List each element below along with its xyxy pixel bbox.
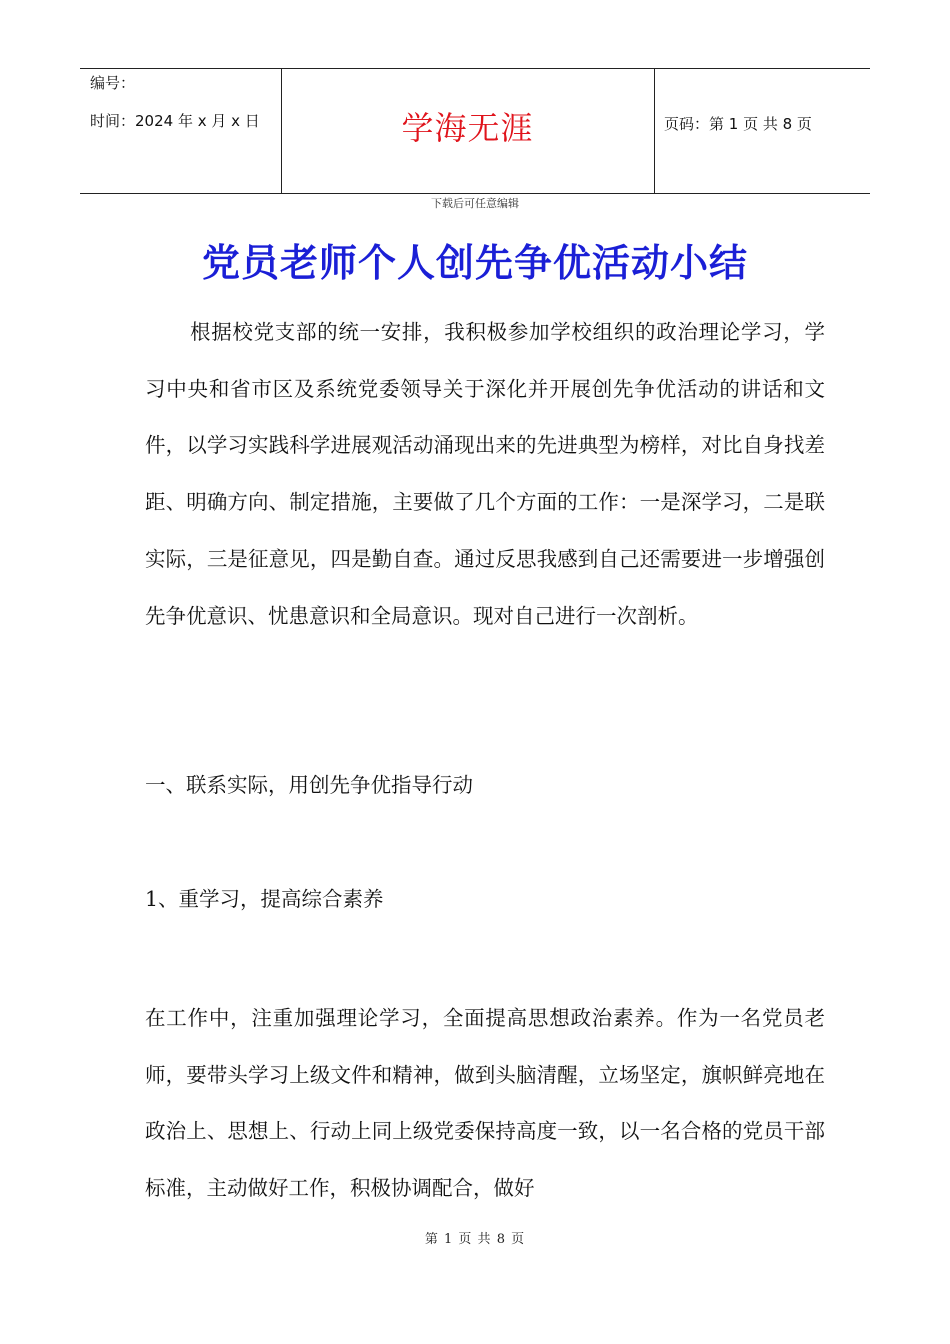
page-count-label: 页码：第 1 页 共 8 页 xyxy=(664,115,812,133)
document-number-label: 编号： xyxy=(90,74,136,92)
subsection-heading: 1、重学习，提高综合素养 xyxy=(145,887,384,911)
edit-note: 下载后可任意编辑 xyxy=(431,197,519,210)
body-paragraph: 在工作中，注重加强理论学习，全面提高思想政治素养。作为一名党员老师，要带头学习上级文件和精神，做到头脑清醒，立场坚定，旗帜鲜亮地在政治上、思想上、行动上同上级党委保持高度一致，以一名合格的党员干部标准，主动做好工作，积极协调配合，做好 xyxy=(145,1006,825,1201)
page-footer: 第 1 页 共 8 页 xyxy=(424,1232,526,1247)
brand-title: 学海无涯 xyxy=(401,109,534,147)
document-time-label: 时间：2024 年 x 月 x 日 xyxy=(90,112,260,130)
section-heading: 一、联系实际，用创先争优指导行动 xyxy=(145,773,473,797)
document-title: 党员老师个人创先争优活动小结 xyxy=(201,240,748,285)
body-paragraph: 根据校党支部的统一安排，我积极参加学校组织的政治理论学习，学习中央和省市区及系统党委领导关于深化并开展创先争优活动的讲话和文件，以学习实践科学进展观活动涌现出来的先进典型为榜样，对比自身找差距、明确方向、制定措施，主要做了几个方面的工作：一是深学习，二是联实际，三是征意见，四是勤自查。通过反思我感到自己还需要进一步增强创先争优意识、忧患意识和全局意识。现对自己进行一次剖析。 xyxy=(145,320,825,628)
document-header xyxy=(80,68,870,194)
header-divider xyxy=(654,69,655,193)
